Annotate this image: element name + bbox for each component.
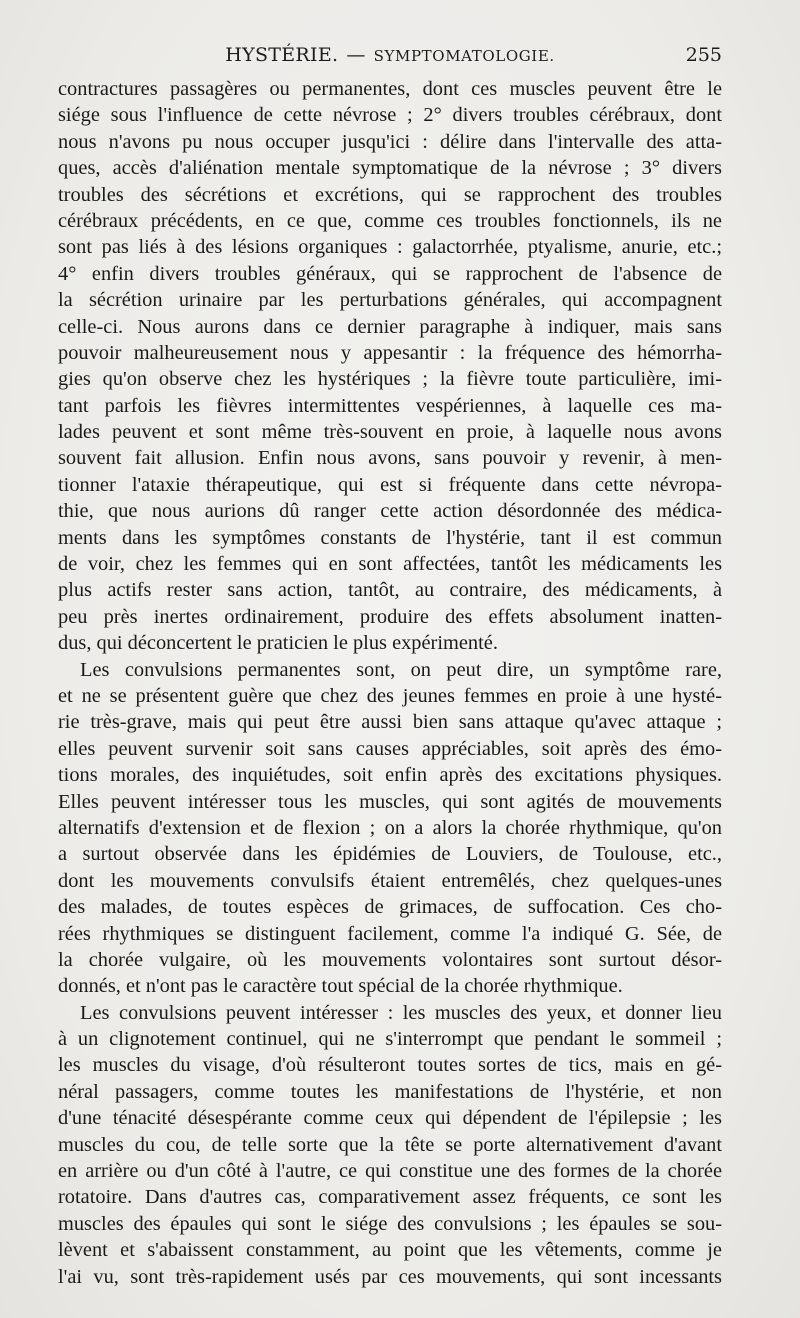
text-line: Elles peuvent intéresser tous les muscles, qui sont agités de mouvements	[58, 790, 722, 813]
text-line: nous n'avons pu nous occuper jusqu'ici : délire dans l'intervalle des atta-	[58, 130, 722, 153]
running-title	[58, 44, 722, 66]
text-line: lèvent et s'abaissent constamment, au point que les vêtements, comme je	[58, 1239, 722, 1262]
text-line: pouvoir malheureusement nous y appesantir : la fréquence des hémorrha-	[58, 341, 722, 364]
text-line: donnés, et n'ont pas le caractère tout spécial de la chorée rhythmique.	[58, 975, 623, 998]
text-line: tionner l'ataxie thérapeutique, qui est si fréquente dans cette névropa-	[58, 473, 722, 496]
text-line: rotatoire. Dans d'autres cas, comparativement assez fréquents, ce sont les	[58, 1186, 722, 1209]
text-line: alternatifs d'extension et de flexion ; on a alors la chorée rhythmique, qu'on	[58, 816, 722, 839]
text-line: elles peuvent survenir soit sans causes appréciables, soit après des émo-	[58, 737, 722, 760]
text-line: dus, qui déconcertent le praticien le plus expérimenté.	[58, 632, 498, 655]
text-line: tant parfois les fièvres intermittentes vespériennes, à laquelle ces ma-	[58, 394, 722, 417]
text-line: contractures passagères ou permanentes, dont ces muscles peuvent être le	[58, 78, 722, 100]
text-line: tions morales, des inquiétudes, soit enfin après des excitations physiques.	[58, 764, 722, 787]
text-line: et ne se présentent guère que chez des jeunes femmes en proie à une hysté-	[58, 684, 722, 707]
text-line: néral passagers, comme toutes les manifestations de l'hystérie, et non	[58, 1080, 722, 1103]
text-line: muscles du cou, de telle sorte que la tête se porte alternativement d'avant	[58, 1133, 722, 1156]
text-line: des malades, de toutes espèces de grimaces, de suffocation. Ces cho-	[58, 896, 722, 919]
running-header	[58, 40, 722, 72]
page-number: 255	[685, 44, 722, 66]
text-line: sont pas liés à des lésions organiques : galactorrhée, ptyalisme, anurie, etc.;	[58, 236, 722, 259]
header-title: HYSTÉRIE.	[225, 44, 339, 66]
text-line: ques, accès d'aliénation mentale symptomatique de la névrose ; 3° divers	[58, 157, 722, 180]
text-line: rie très-grave, mais qui peut être aussi bien sans attaque qu'avec attaque ;	[58, 711, 722, 734]
text-line: Les convulsions permanentes sont, on peut dire, un symptôme rare,	[80, 658, 722, 681]
header-separator: —	[346, 44, 366, 66]
text-line: plus actifs rester sans action, tantôt, au contraire, des médicaments, à	[58, 579, 722, 602]
text-line: rées rhythmiques se distinguent facilement, comme l'a indiqué G. Sée, de	[58, 922, 722, 945]
text-line: gies qu'on observe chez les hystériques ; la fièvre toute particulière, imi-	[58, 368, 722, 391]
text-line: l'ai vu, sont très-rapidement usés par ces mouvements, qui sont incessants	[58, 1265, 722, 1288]
text-line: à un clignotement continuel, qui ne s'interrompt que pendant le sommeil ;	[58, 1028, 722, 1051]
text-line: troubles des sécrétions et excrétions, qui se rapprochent des troubles	[58, 183, 722, 206]
text-line: lades peuvent et sont même très-souvent en proie, à laquelle nous avons	[58, 421, 722, 444]
text-line: Les convulsions peuvent intéresser : les muscles des yeux, et donner lieu	[80, 1001, 722, 1024]
text-line: cérébraux précédents, en ce que, comme ces troubles fonctionnels, ils ne	[58, 209, 722, 232]
text-line: thie, que nous aurions dû ranger cette action désordonnée des médica-	[58, 500, 722, 523]
paragraph-2	[58, 657, 722, 1000]
text-line: a surtout observée dans les épidémies de Louviers, de Toulouse, etc.,	[58, 843, 722, 866]
paragraph-1	[58, 76, 722, 657]
body-text	[58, 76, 722, 1290]
text-line: souvent fait allusion. Enfin nous avons, sans pouvoir y revenir, à men-	[58, 447, 722, 470]
header-subtitle: SYMPTOMATOLOGIE.	[373, 47, 555, 65]
text-line: ments dans les symptômes constants de l'hystérie, tant il est commun	[58, 526, 722, 549]
text-line: dont les mouvements convulsifs étaient entremêlés, chez quelques-unes	[58, 869, 722, 892]
text-line: muscles des épaules qui sont le siége des convulsions ; les épaules se sou-	[58, 1212, 722, 1235]
text-line: celle-ci. Nous aurons dans ce dernier paragraphe à indiquer, mais sans	[58, 315, 722, 338]
text-line: de voir, chez les femmes qui en sont affectées, tantôt les médicaments les	[58, 553, 722, 576]
text-line: la sécrétion urinaire par les perturbations générales, qui accompagnent	[58, 289, 722, 312]
paragraph-3	[58, 1000, 722, 1290]
text-line: d'une ténacité désespérante comme ceux qui dépendent de l'épilepsie ; les	[58, 1107, 722, 1130]
text-line: 4° enfin divers troubles généraux, qui se rapprochent de l'absence de	[58, 262, 722, 285]
text-line: les muscles du visage, d'où résulteront toutes sortes de tics, mais en gé-	[58, 1054, 722, 1077]
text-line: en arrière ou d'un côté à l'autre, ce qui constitue une des formes de la chorée	[58, 1160, 722, 1183]
text-line: peu près inertes ordinairement, produire des effets absolument inatten-	[58, 605, 722, 628]
text-line: siége sous l'influence de cette névrose ; 2° divers troubles cérébraux, dont	[58, 104, 722, 127]
text-line: la chorée vulgaire, où les mouvements volontaires sont surtout désor-	[58, 948, 722, 971]
